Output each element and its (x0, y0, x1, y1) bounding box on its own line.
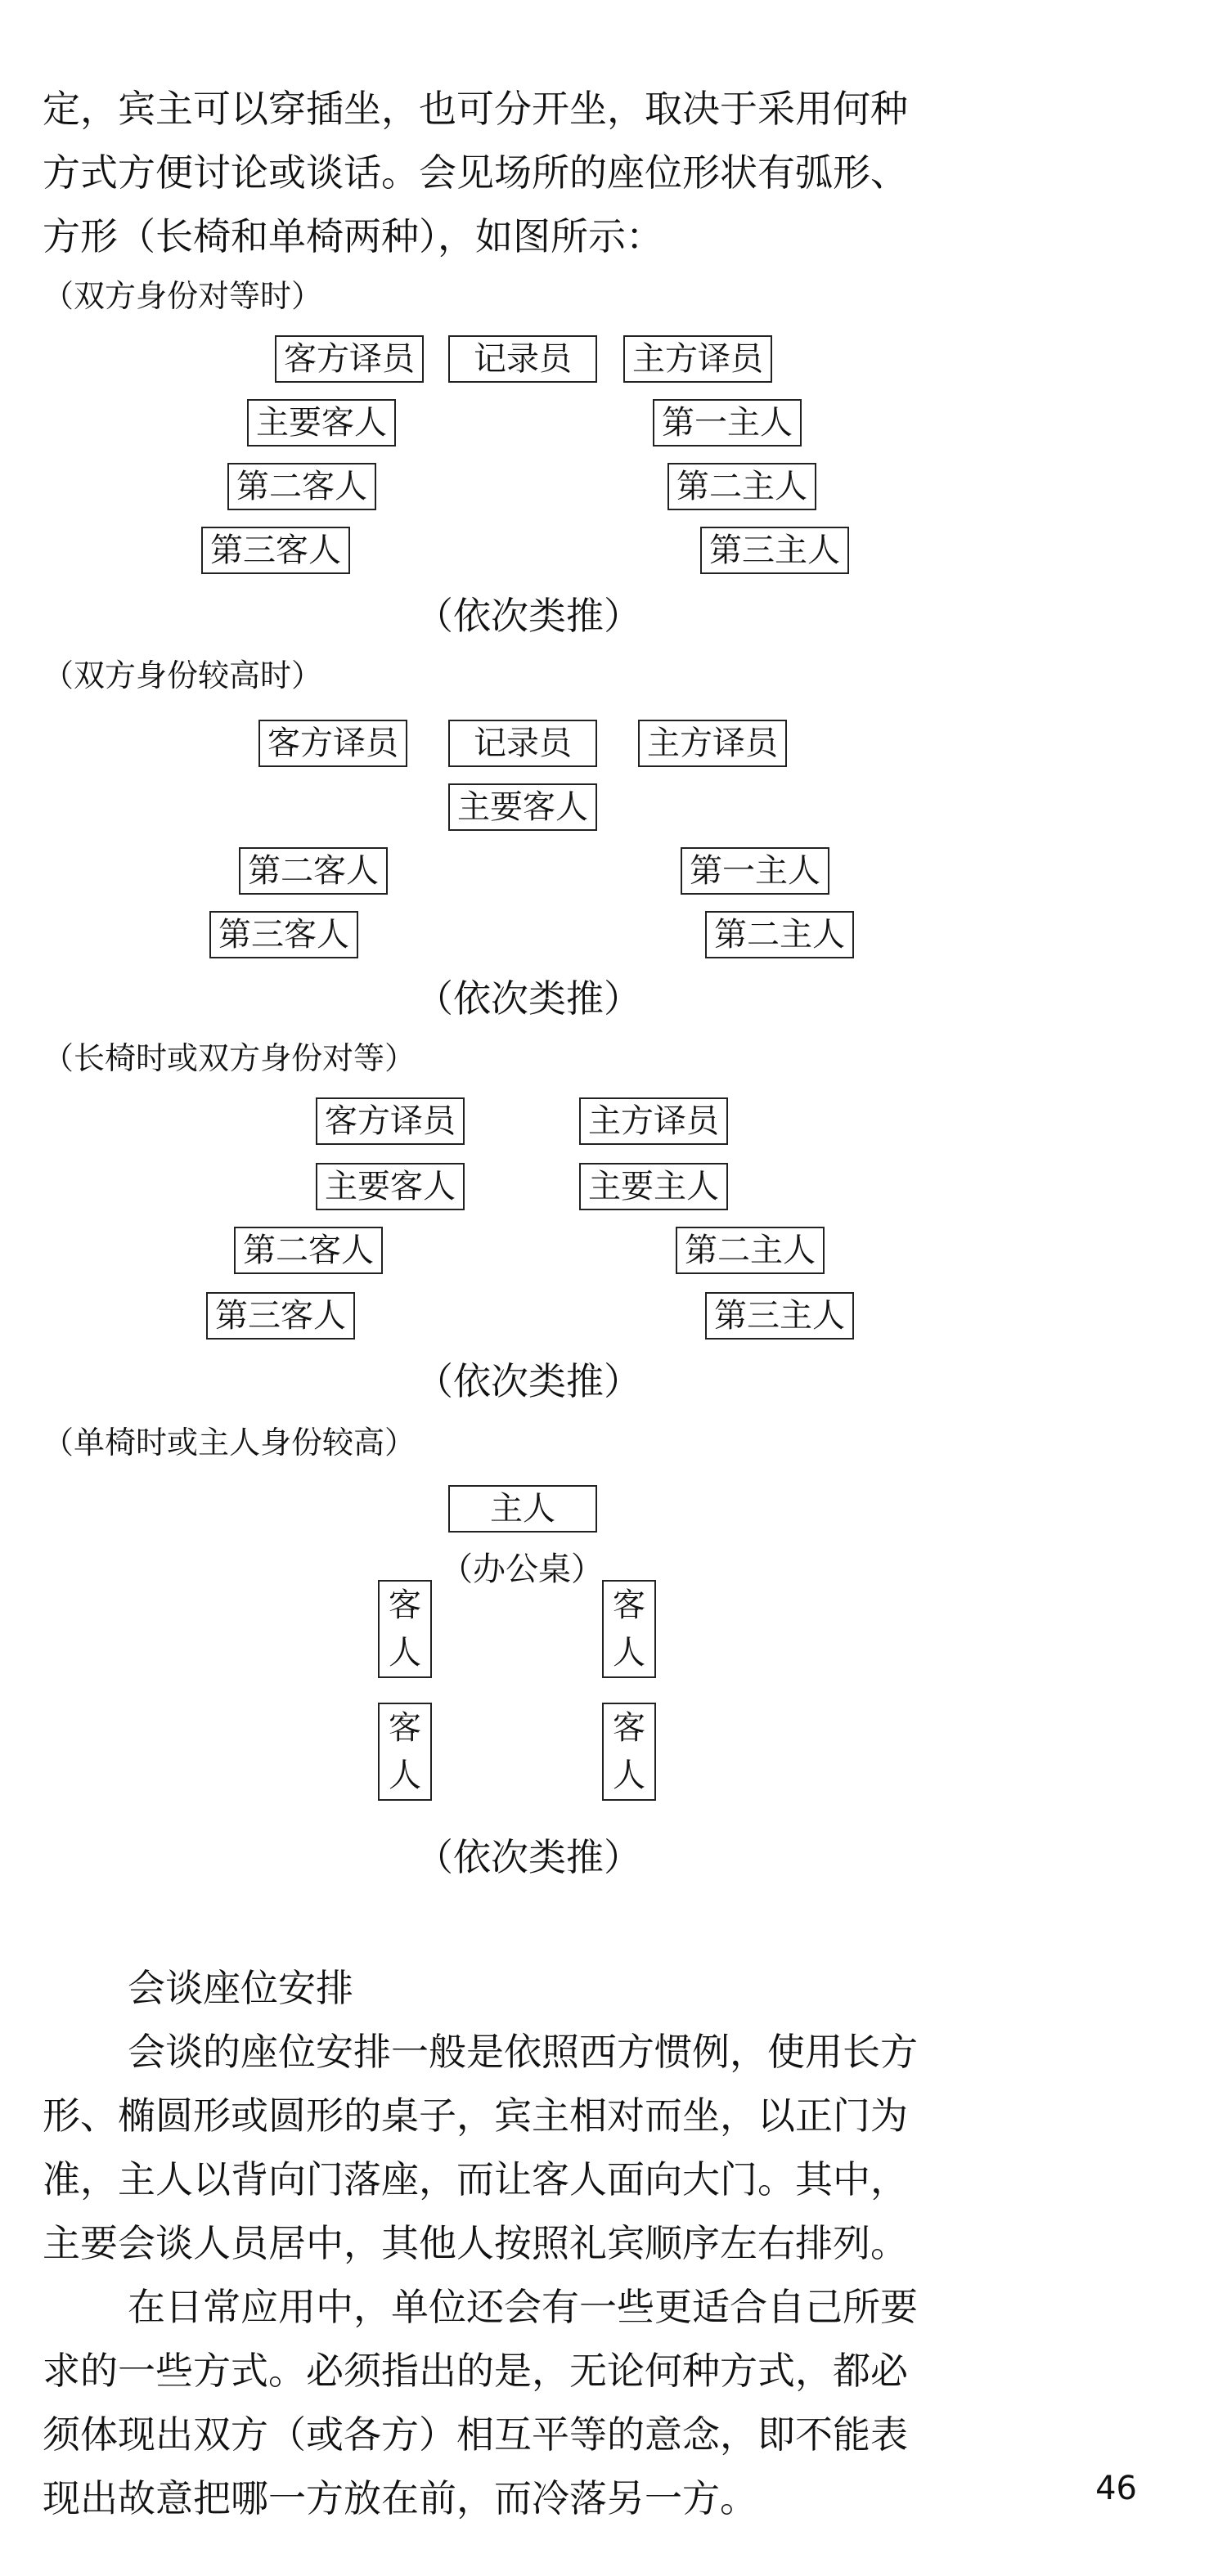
seat-guest-right-2: 客 人 (602, 1703, 656, 1801)
intro-line-2: 方式方便讨论或谈话。会见场所的座位形状有弧形、 (43, 150, 908, 195)
p1-line-1: 会谈的座位安排一般是依照西方惯例，使用长方 (128, 2030, 918, 2074)
p1-line-4: 主要会谈人员居中，其他人按照礼宾顺序左右排列。 (43, 2221, 908, 2265)
seat-second-host: 第二主人 (667, 463, 816, 510)
seat-first-host: 第一主人 (681, 847, 829, 895)
seat-main-host: 主要主人 (579, 1163, 728, 1210)
seat-host-interpreter: 主方译员 (623, 335, 772, 383)
section-heading: 会谈座位安排 (128, 1966, 353, 2010)
diagram-caption: （长椅时或双方身份对等） (43, 1040, 416, 1076)
diagram-caption: （双方身份对等时） (43, 278, 323, 314)
seat-host-interpreter: 主方译员 (638, 720, 787, 767)
diagram-caption: （单椅时或主人身份较高） (43, 1425, 416, 1461)
seat-guest-interpreter: 客方译员 (275, 335, 424, 383)
seat-main-guest: 主要客人 (448, 783, 597, 831)
p1-line-3: 准，主人以背向门落座，而让客人面向大门。其中， (43, 2157, 908, 2201)
seat-recorder: 记录员 (448, 335, 597, 383)
intro-line-3: 方形（长椅和单椅两种），如图所示： (43, 214, 663, 258)
seat-third-guest: 第三客人 (201, 527, 350, 574)
diagram-etc: （依次类推） (416, 1835, 641, 1879)
seat-first-host: 第一主人 (653, 399, 802, 447)
seat-third-guest: 第三客人 (209, 911, 358, 958)
seat-guest-right-1: 客 人 (602, 1580, 656, 1678)
seat-main-guest: 主要客人 (247, 399, 396, 447)
seat-guest-interpreter: 客方译员 (258, 720, 407, 767)
p2-line-4: 现出故意把哪一方放在前，而冷落另一方。 (43, 2476, 757, 2520)
desk-label: （办公桌） (440, 1551, 604, 1588)
seat-second-host: 第二主人 (676, 1227, 825, 1274)
seat-second-guest: 第二客人 (227, 463, 376, 510)
diagram-etc: （依次类推） (416, 976, 641, 1021)
seat-guest-left-2: 客 人 (378, 1703, 432, 1801)
page-number: 46 (1095, 2470, 1137, 2507)
seat-main-guest: 主要客人 (316, 1163, 465, 1210)
seat-recorder: 记录员 (448, 720, 597, 767)
seat-host: 主人 (448, 1485, 597, 1533)
seat-third-host: 第三主人 (700, 527, 849, 574)
seat-third-guest: 第三客人 (206, 1292, 355, 1340)
seat-second-host: 第二主人 (705, 911, 854, 958)
p1-line-2: 形、椭圆形或圆形的桌子，宾主相对而坐，以正门为 (43, 2094, 908, 2138)
p2-line-1: 在日常应用中，单位还会有一些更适合自己所要 (128, 2285, 918, 2329)
diagram-caption: （双方身份较高时） (43, 657, 323, 693)
diagram-etc: （依次类推） (416, 594, 641, 638)
intro-line-1: 定，宾主可以穿插坐，也可分开坐，取决于采用何种 (43, 87, 908, 131)
seat-second-guest: 第二客人 (234, 1227, 383, 1274)
seat-guest-interpreter: 客方译员 (316, 1097, 465, 1145)
seat-third-host: 第三主人 (705, 1292, 854, 1340)
seat-host-interpreter: 主方译员 (579, 1097, 728, 1145)
p2-line-3: 须体现出双方（或各方）相互平等的意念，即不能表 (43, 2412, 908, 2457)
seat-second-guest: 第二客人 (239, 847, 388, 895)
p2-line-2: 求的一些方式。必须指出的是，无论何种方式，都必 (43, 2349, 908, 2393)
diagram-etc: （依次类推） (416, 1359, 641, 1403)
seat-guest-left-1: 客 人 (378, 1580, 432, 1678)
